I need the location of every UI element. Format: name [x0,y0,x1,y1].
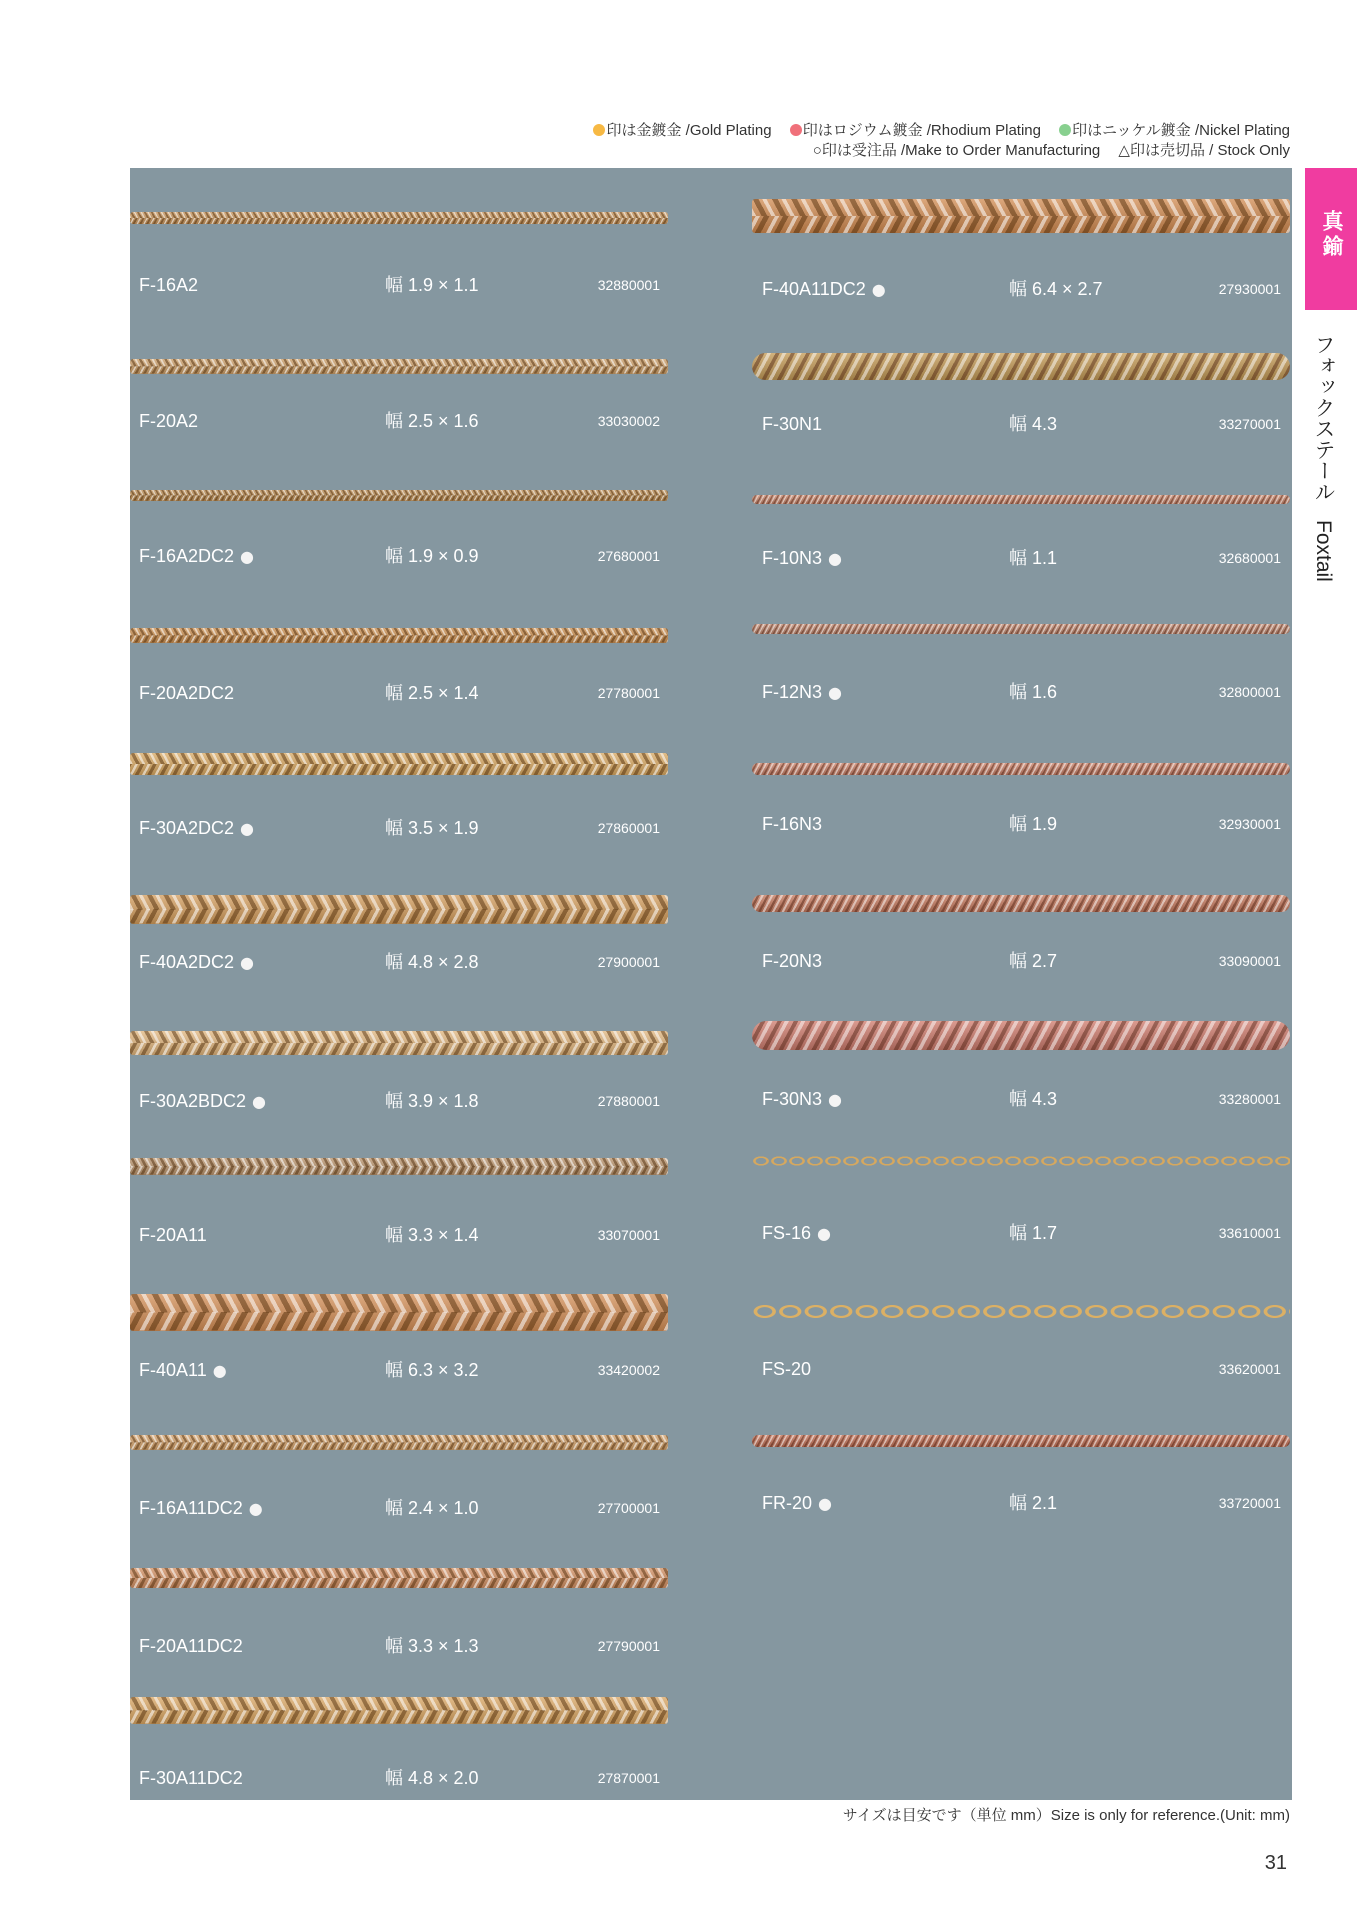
product-code-name: F-12N3 [762,682,823,702]
plating-mark-icon: ● [828,549,842,568]
twisted-chain-image [752,1021,1290,1050]
twisted-chain-image [752,495,1290,504]
product-item [752,763,1290,835]
section-title-ja: フォックステール [1312,334,1335,502]
product-item [130,753,668,839]
plating-mark-icon: ● [871,280,886,299]
section-title [1309,334,1337,604]
product-code-name: F-16N3 [762,814,823,834]
product-width: 幅 6.4 × 2.7 [1009,279,1103,299]
section-title-en: Foxtail [1312,520,1335,582]
product-width: 幅 2.5 × 1.4 [385,683,479,703]
foxtail-chain-image [130,753,668,775]
product-name [762,547,842,569]
product-width: 幅 1.1 [1009,548,1058,568]
legend-item-nickel [1059,122,1290,139]
product-item [752,895,1290,973]
link-chain-image [752,1303,1290,1320]
product-item [130,1031,668,1112]
gold-dot-icon [593,124,605,136]
product-item [752,353,1290,436]
product-width: 幅 2.5 × 1.6 [385,411,479,431]
product-number: 27930001 [1218,281,1281,297]
category-label: 真鍮 [1320,210,1343,260]
plating-mark-icon: ● [212,1361,227,1380]
product-number: 32880001 [597,277,660,293]
product-number: 27790001 [597,1638,660,1654]
plating-mark-icon: ● [828,683,842,702]
product-code-name: F-10N3 [762,548,823,568]
product-width: 幅 1.9 × 0.9 [385,546,479,566]
product-name [139,545,254,567]
product-code-name: F-40A11DC2 [762,279,866,299]
foxtail-chain-image [130,359,668,374]
foxtail-chain-image [130,1031,668,1055]
product-item [752,624,1290,703]
product-width: 幅 3.3 × 1.3 [385,1636,479,1656]
product-item [130,490,668,568]
product-code-name: FS-16 [762,1223,812,1243]
plating-legend [593,121,1290,161]
product-number: 32800001 [1218,684,1281,700]
plating-mark-icon: ● [240,547,255,566]
product-name [762,950,828,972]
plating-mark-icon: ● [252,1092,267,1111]
product-item [752,199,1290,300]
link-chain-image [752,1155,1290,1167]
product-width: 幅 4.8 × 2.0 [385,1768,479,1788]
product-number: 27870001 [597,1770,660,1786]
product-code-name: F-30N3 [762,1089,823,1109]
product-code-name: F-20A11 [139,1225,207,1245]
product-name [139,1359,227,1381]
product-code-name: F-30N1 [762,414,823,434]
legend-line-plating [593,121,1290,141]
product-number: 33620001 [1218,1361,1281,1377]
product-item [130,359,668,433]
stock-only-note: △印は売切品 / Stock Only [1118,142,1290,159]
product-code-name: F-16A2 [139,275,199,295]
product-number: 33090001 [1218,953,1281,969]
product-name [139,1497,263,1519]
product-width: 幅 3.9 × 1.8 [385,1091,479,1111]
legend-item-gold [593,122,771,139]
foxtail-chain-image [130,212,668,224]
product-name [139,1767,249,1789]
legend-line-notes [593,141,1290,161]
product-number: 33420002 [597,1362,660,1378]
product-width: 幅 1.9 [1009,814,1058,834]
product-item [130,1158,668,1247]
product-name [139,951,254,973]
plating-mark-icon: ● [240,953,255,972]
product-code-name: F-16A11DC2 [139,1498,243,1518]
product-width: 幅 1.9 × 1.1 [385,275,479,295]
plating-mark-icon: ● [248,1499,263,1518]
product-code-name: F-40A11 [139,1360,207,1380]
product-name [762,681,842,703]
product-number: 32680001 [1218,550,1281,566]
product-code-name: F-20A2DC2 [139,683,235,703]
plating-mark-icon: ● [817,1224,831,1243]
legend-label-rhodium: 印はロジウム鍍金 /Rhodium Plating [802,122,1041,139]
product-name [139,1224,213,1246]
product-code-name: FR-20 [762,1493,813,1513]
product-number: 33610001 [1218,1225,1281,1241]
rhodium-dot-icon [790,124,802,136]
product-number: 27680001 [597,548,660,564]
product-width: 幅 2.7 [1009,951,1058,971]
legend-label-gold: 印は金鍍金 /Gold Plating [606,122,772,139]
product-number: 27860001 [597,820,660,836]
product-name [139,817,254,839]
legend-label-nickel: 印はニッケル鍍金 /Nickel Plating [1072,122,1290,139]
product-item [130,895,668,974]
nickel-dot-icon [1059,124,1071,136]
product-name [139,1090,266,1112]
product-width: 幅 4.8 × 2.8 [385,952,479,972]
foxtail-chain-image [130,895,668,924]
product-name [139,1635,249,1657]
product-width: 幅 3.5 × 1.9 [385,818,479,838]
product-name [762,1358,817,1380]
product-code-name: F-16A2DC2 [139,546,235,566]
product-name [139,410,204,432]
product-item [130,1294,668,1382]
foxtail-chain-image [130,1294,668,1331]
product-name [139,274,204,296]
product-code-name: F-30A2BDC2 [139,1091,247,1111]
product-code-name: F-20A2 [139,411,199,431]
product-name [762,813,828,835]
twisted-chain-image [752,1435,1290,1447]
product-number: 32930001 [1218,816,1281,832]
foxtail-chain-image [752,199,1290,233]
foxtail-chain-image [130,1158,668,1175]
product-number: 33720001 [1218,1495,1281,1511]
plating-mark-icon: ● [818,1494,832,1513]
product-number: 27700001 [597,1500,660,1516]
product-name [762,278,886,300]
product-code-name: F-20A11DC2 [139,1636,243,1656]
product-width: 幅 1.7 [1009,1223,1058,1243]
twisted-chain-image [752,624,1290,634]
foxtail-chain-image [130,1697,668,1724]
product-item [130,1568,668,1657]
product-item [130,212,668,296]
legend-item-rhodium [790,122,1041,139]
product-name [762,1222,831,1244]
foxtail-chain-image [130,628,668,643]
product-width: 幅 1.6 [1009,682,1058,702]
product-code-name: FS-20 [762,1359,812,1379]
product-width: 幅 2.1 [1009,1493,1058,1513]
category-tab [1305,168,1357,310]
product-code-name: F-30A11DC2 [139,1768,243,1788]
product-number: 27900001 [597,954,660,970]
product-width: 幅 2.4 × 1.0 [385,1498,479,1518]
product-width: 幅 4.3 [1009,414,1058,434]
foxtail-chain-image [130,1435,668,1450]
product-name [762,413,828,435]
product-item [130,628,668,705]
product-item [130,1697,668,1790]
product-name [762,1088,842,1110]
product-number: 27780001 [597,685,660,701]
product-code-name: F-20N3 [762,951,823,971]
product-width: 幅 3.3 × 1.4 [385,1225,479,1245]
product-item [752,495,1290,570]
foxtail-chain-image [130,490,668,501]
plating-mark-icon: ● [828,1090,842,1109]
product-width: 幅 6.3 × 3.2 [385,1360,479,1380]
product-code-name: F-40A2DC2 [139,952,235,972]
twisted-chain-image [752,353,1290,380]
product-number: 33280001 [1218,1091,1281,1107]
product-item [752,1435,1290,1514]
foxtail-chain-image [130,1568,668,1588]
product-item [752,1155,1290,1244]
page-number: 31 [1264,1852,1287,1874]
twisted-chain-image [752,763,1290,775]
product-name [139,682,240,704]
plating-mark-icon: ● [240,819,255,838]
product-number: 33270001 [1218,416,1281,432]
product-number: 33030002 [597,413,660,429]
product-name [762,1492,832,1514]
product-number: 33070001 [597,1227,660,1243]
make-to-order-note: ○印は受注品 /Make to Order Manufacturing [812,142,1101,159]
product-number: 27880001 [597,1093,660,1109]
twisted-chain-image [752,895,1290,912]
product-width: 幅 4.3 [1009,1089,1058,1109]
size-reference-note: サイズは目安です（単位 mm）Size is only for reference.(Unit: mm) [842,1807,1290,1824]
product-item [752,1021,1290,1111]
product-code-name: F-30A2DC2 [139,818,235,838]
product-item [752,1303,1290,1381]
product-item [130,1435,668,1520]
